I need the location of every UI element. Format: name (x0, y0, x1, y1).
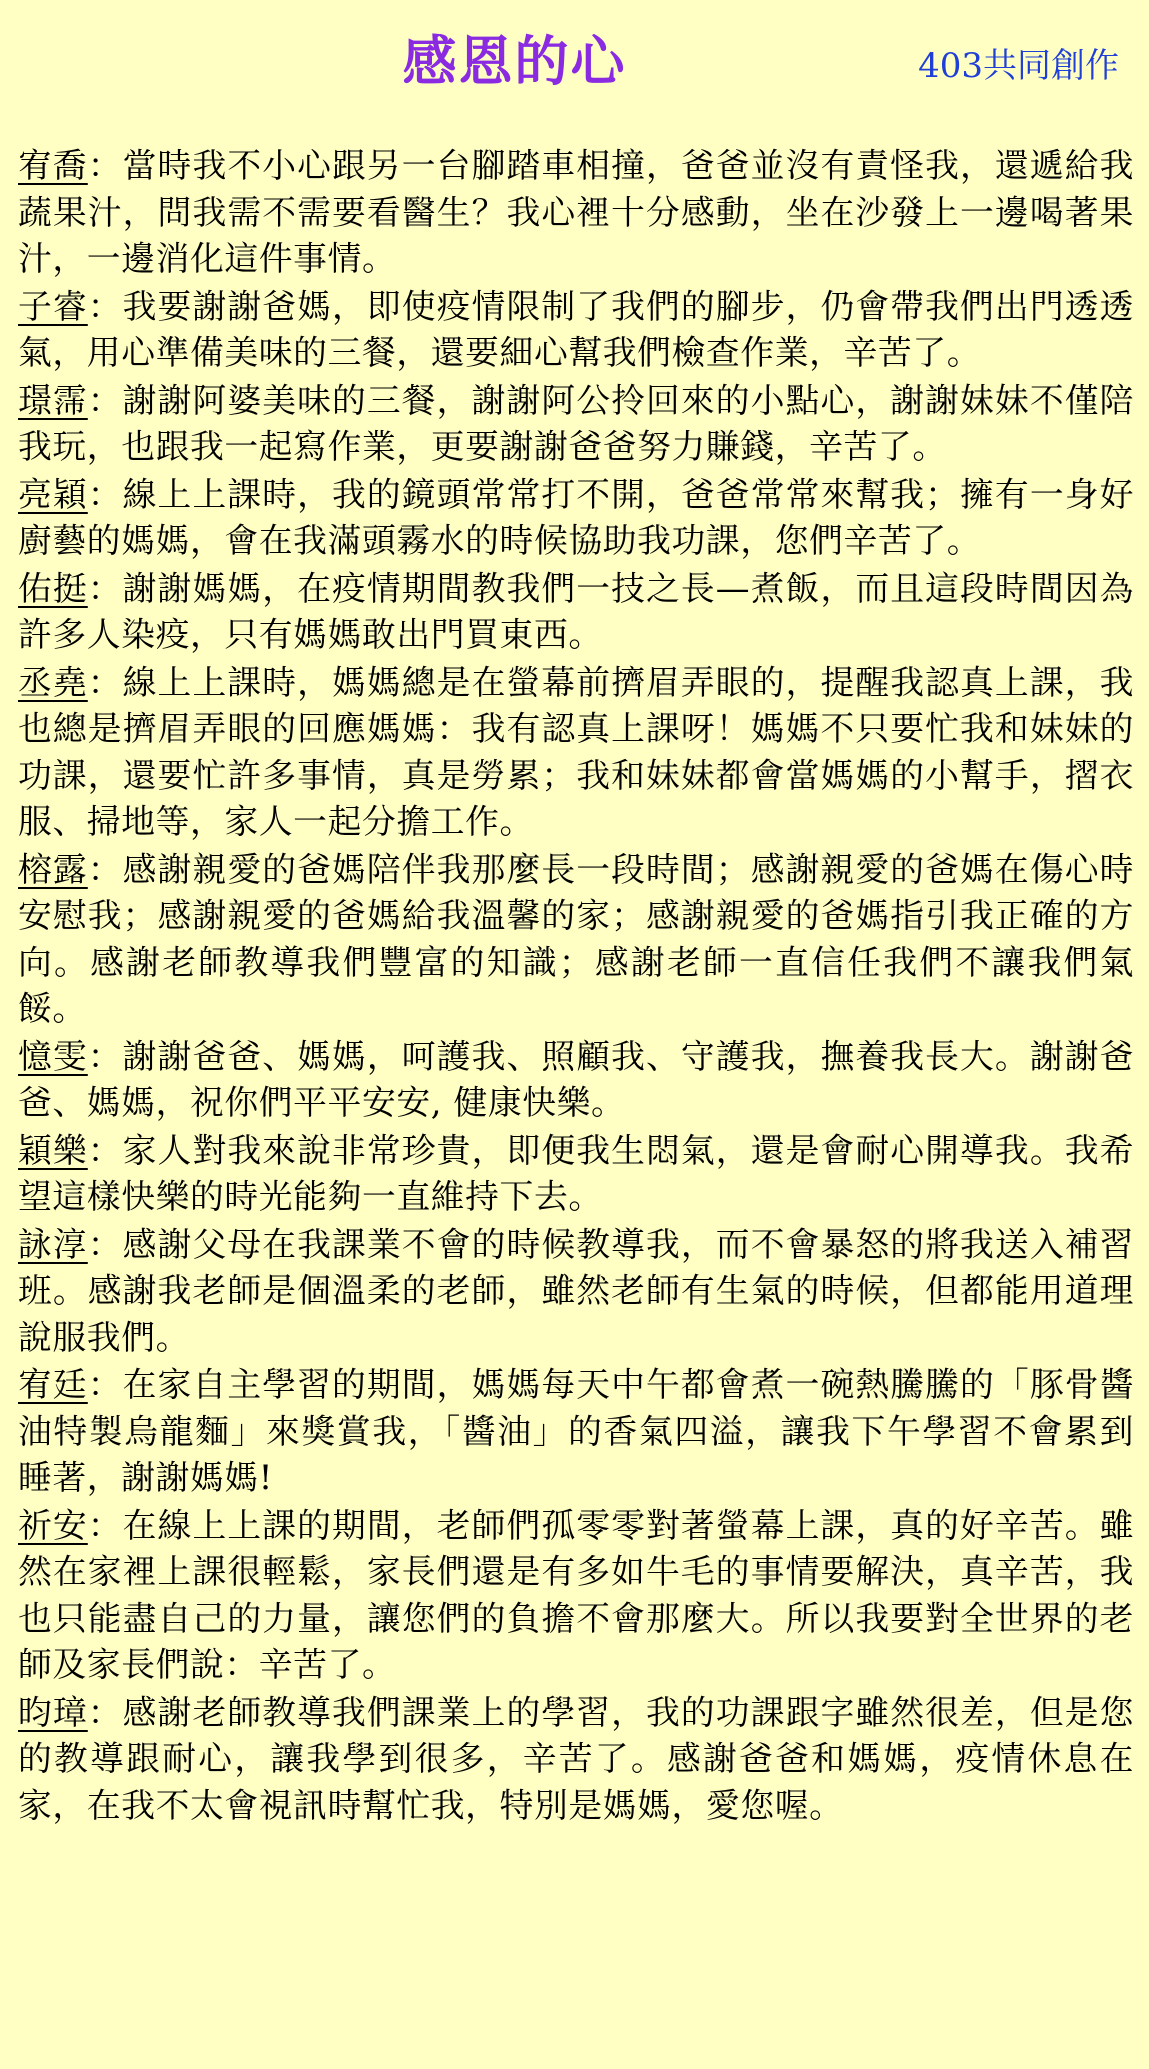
student-name: 宥喬 (18, 146, 88, 185)
student-name: 榕露 (18, 849, 88, 889)
student-name: 詠淳 (18, 1224, 88, 1264)
class-label: 403共同創作 (918, 46, 1119, 86)
student-name: 亮穎 (18, 474, 88, 514)
entry-text: ：在線上上課的期間，老師們孤零零對著螢幕上課，真的好辛苦。雖然在家裡上課很輕鬆，家長們還是有多如牛毛的事情要解決，真辛苦，我也只能盡自己的力量，讓您們的負擔不會那麼大。所以我要對全世界的老師及家長們說：辛苦了。 (18, 1505, 1134, 1684)
entry-text: ：謝謝爸爸、媽媽，呵護我、照顧我、守護我，撫養我長大。謝謝爸爸、媽媽，祝你們平平安安, 健康快樂。 (18, 1036, 1134, 1122)
student-name: 子睿 (18, 286, 88, 326)
student-name: 宥廷 (18, 1365, 88, 1404)
entry (18, 1362, 1134, 1502)
entry-text: ：當時我不小心跟另一台腳踏車相撞，爸爸並沒有責怪我，還遞給我蔬果汁，問我需不需要看醫生？我心裡十分感動，坐在沙發上一邊喝著果汁，一邊消化這件事情。 (18, 146, 1134, 278)
page-title: 感恩的心 (402, 30, 627, 93)
student-name: 璟霈 (18, 380, 88, 420)
entry-text: ：在家自主學習的期間，媽媽每天中午都會煮一碗熱騰騰的「豚骨醬油特製烏龍麵」來獎賞我，「醬油」的香氣四溢，讓我下午學習不會累到睡著，謝謝媽媽! (18, 1365, 1134, 1497)
student-name: 憶雯 (18, 1036, 88, 1076)
entry (18, 1222, 1134, 1362)
student-name: 丞堯 (18, 662, 88, 702)
entry-text: ：家人對我來說非常珍貴，即便我生悶氣，還是會耐心開導我。我希望這樣快樂的時光能夠一直維持下去。 (18, 1130, 1134, 1216)
entry (18, 284, 1134, 377)
entry (18, 660, 1134, 846)
entry-text: ：感謝父母在我課業不會的時候教導我，而不會暴怒的將我送入補習班。感謝我老師是個溫柔的老師，雖然老師有生氣的時候，但都能用道理說服我們。 (18, 1224, 1134, 1357)
entry (18, 1690, 1134, 1830)
entry-text: ：謝謝阿婆美味的三餐，謝謝阿公拎回來的小點心，謝謝妹妹不僅陪我玩，也跟我一起寫作業，更要謝謝爸爸努力賺錢，辛苦了。 (18, 380, 1134, 466)
entry-text: ：感謝親愛的爸媽陪伴我那麼長一段時間；感謝親愛的爸媽在傷心時安慰我；感謝親愛的爸媽給我溫馨的家；感謝親愛的爸媽指引我正確的方向。感謝老師教導我們豐富的知識；感謝老師一直信任我們不讓我們氣餒。 (18, 849, 1134, 1028)
entries-list (18, 143, 1134, 1830)
entry-text: ：線上上課時，我的鏡頭常常打不開，爸爸常常來幫我；擁有一身好廚藝的媽媽，會在我滿頭霧水的時候協助我功課，您們辛苦了。 (18, 474, 1134, 560)
entry (18, 566, 1134, 659)
entry-text: ：線上上課時，媽媽總是在螢幕前擠眉弄眼的，提醒我認真上課，我也總是擠眉弄眼的回應媽媽：我有認真上課呀！媽媽不只要忙我和妹妹的功課，還要忙許多事情，真是勞累；我和妹妹都會當媽媽的小幫手，摺衣服、掃地等，家人一起分擔工作。 (18, 662, 1134, 841)
entry (18, 378, 1134, 471)
entry-text: ：感謝老師教導我們課業上的學習，我的功課跟字雖然很差，但是您的教導跟耐心，讓我學到很多，辛苦了。感謝爸爸和媽媽，疫情休息在家，在我不太會視訊時幫忙我，特別是媽媽，愛您喔。 (18, 1692, 1134, 1825)
student-name: 祈安 (18, 1505, 88, 1545)
entry (18, 1503, 1134, 1689)
entry-text: ：我要謝謝爸媽，即使疫情限制了我們的腳步，仍會帶我們出門透透氣，用心準備美味的三餐，還要細心幫我們檢查作業，辛苦了。 (18, 286, 1134, 372)
entry (18, 1034, 1134, 1127)
entry (18, 1128, 1134, 1221)
student-name: 穎樂 (18, 1130, 88, 1170)
entry (18, 472, 1134, 565)
entry (18, 143, 1134, 283)
student-name: 昀璋 (18, 1692, 88, 1732)
entry (18, 847, 1134, 1033)
student-name: 佑挺 (18, 568, 88, 608)
entry-text: ：謝謝媽媽，在疫情期間教我們一技之長—煮飯，而且這段時間因為許多人染疫，只有媽媽敢出門買東西。 (18, 568, 1134, 654)
